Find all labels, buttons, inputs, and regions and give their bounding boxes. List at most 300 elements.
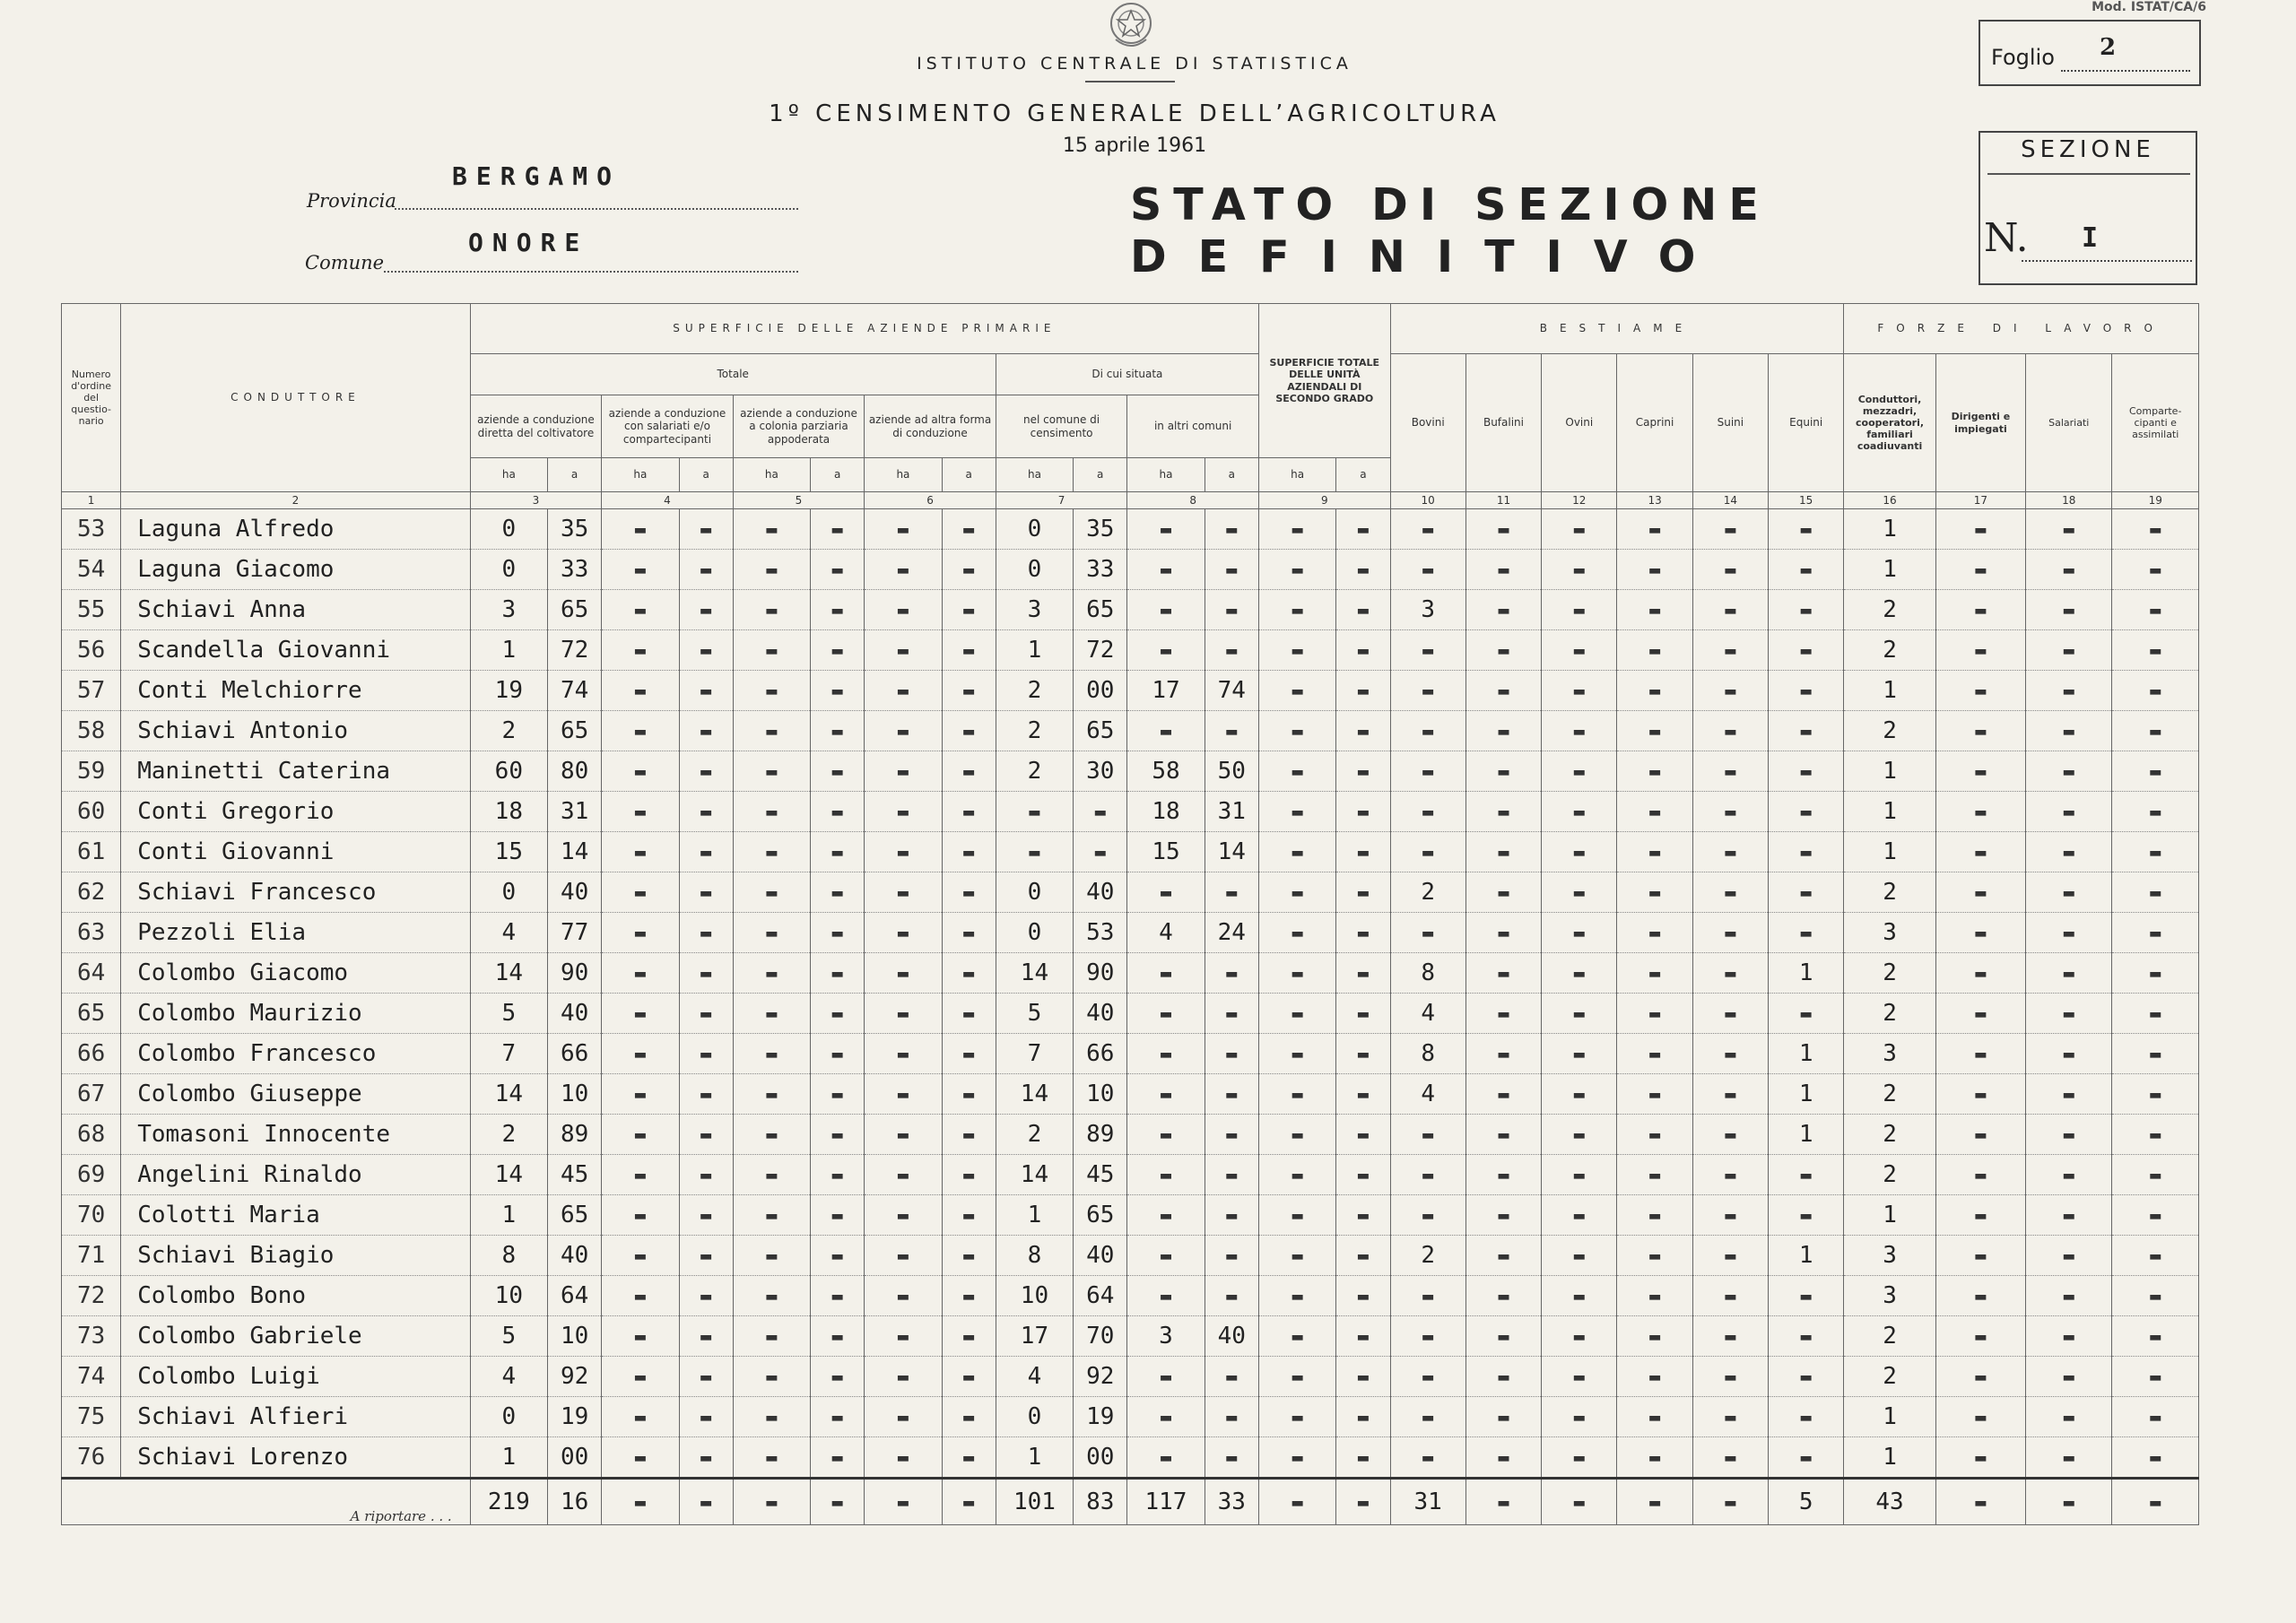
empty-cell[interactable]: ▬ bbox=[811, 1034, 865, 1074]
diretta-a[interactable]: 80 bbox=[547, 751, 601, 792]
altri-comuni-a-empty[interactable]: ▬ bbox=[1205, 590, 1258, 630]
empty-cell[interactable]: ▬ bbox=[1465, 590, 1541, 630]
equini-empty[interactable]: ▬ bbox=[1769, 711, 1844, 751]
conduttori-count[interactable]: 3 bbox=[1844, 1034, 1935, 1074]
sup-totale-ha[interactable]: ▬ bbox=[1259, 1195, 1336, 1236]
empty-cell[interactable]: ▬ bbox=[865, 1397, 942, 1437]
empty-cell[interactable]: ▬ bbox=[1465, 1397, 1541, 1437]
altri-comuni-ha-empty[interactable]: ▬ bbox=[1127, 872, 1205, 913]
empty-cell[interactable]: ▬ bbox=[1692, 913, 1768, 953]
empty-cell[interactable]: ▬ bbox=[2112, 872, 2199, 913]
sup-totale-ha[interactable]: ▬ bbox=[1259, 1115, 1336, 1155]
altri-comuni-ha-empty[interactable]: ▬ bbox=[1127, 630, 1205, 671]
empty-cell[interactable]: ▬ bbox=[865, 1195, 942, 1236]
sup-totale-ha[interactable]: ▬ bbox=[1259, 994, 1336, 1034]
equini-empty[interactable]: ▬ bbox=[1769, 1155, 1844, 1195]
nel-comune-a[interactable]: 45 bbox=[1074, 1155, 1127, 1195]
diretta-ha[interactable]: 2 bbox=[470, 711, 547, 751]
empty-cell[interactable]: ▬ bbox=[733, 913, 810, 953]
empty-cell[interactable]: ▬ bbox=[602, 1195, 679, 1236]
empty-cell[interactable]: ▬ bbox=[1617, 590, 1692, 630]
bovini-empty[interactable]: ▬ bbox=[1390, 1437, 1465, 1479]
sup-totale-ha[interactable]: ▬ bbox=[1259, 550, 1336, 590]
conduttore-name[interactable]: Colombo Giuseppe bbox=[121, 1074, 470, 1115]
altri-comuni-ha-empty[interactable]: ▬ bbox=[1127, 1437, 1205, 1479]
conduttore-name[interactable]: Conti Melchiorre bbox=[121, 671, 470, 711]
empty-cell[interactable]: ▬ bbox=[1935, 1397, 2025, 1437]
equini-empty[interactable]: ▬ bbox=[1769, 913, 1844, 953]
empty-cell[interactable]: ▬ bbox=[733, 953, 810, 994]
conduttori-count[interactable]: 2 bbox=[1844, 711, 1935, 751]
empty-cell[interactable]: ▬ bbox=[1935, 751, 2025, 792]
empty-cell[interactable]: ▬ bbox=[1692, 509, 1768, 550]
altri-comuni-ha[interactable]: 4 bbox=[1127, 913, 1205, 953]
empty-cell[interactable]: ▬ bbox=[1465, 550, 1541, 590]
bovini[interactable]: 3 bbox=[1390, 590, 1465, 630]
empty-cell[interactable]: ▬ bbox=[1692, 832, 1768, 872]
empty-cell[interactable]: ▬ bbox=[1542, 832, 1617, 872]
empty-cell[interactable]: ▬ bbox=[1465, 1115, 1541, 1155]
sup-totale-ha[interactable]: ▬ bbox=[1259, 1437, 1336, 1479]
empty-cell[interactable]: ▬ bbox=[942, 1115, 996, 1155]
empty-cell[interactable]: ▬ bbox=[1617, 1195, 1692, 1236]
nel-comune-ha[interactable]: 4 bbox=[996, 1357, 1073, 1397]
altri-comuni-a-empty[interactable]: ▬ bbox=[1205, 1195, 1258, 1236]
diretta-a[interactable]: 33 bbox=[547, 550, 601, 590]
empty-cell[interactable]: ▬ bbox=[1465, 1155, 1541, 1195]
equini[interactable]: 1 bbox=[1769, 1236, 1844, 1276]
empty-cell[interactable]: ▬ bbox=[2112, 1195, 2199, 1236]
conduttori-count[interactable]: 1 bbox=[1844, 509, 1935, 550]
empty-cell[interactable]: ▬ bbox=[602, 1236, 679, 1276]
empty-cell[interactable]: ▬ bbox=[1935, 1437, 2025, 1479]
diretta-a[interactable]: 92 bbox=[547, 1357, 601, 1397]
nel-comune-ha-empty[interactable]: ▬ bbox=[996, 792, 1073, 832]
empty-cell[interactable]: ▬ bbox=[1617, 994, 1692, 1034]
empty-cell[interactable]: ▬ bbox=[811, 913, 865, 953]
nel-comune-a[interactable]: 72 bbox=[1074, 630, 1127, 671]
empty-cell[interactable]: ▬ bbox=[602, 590, 679, 630]
altri-comuni-a-empty[interactable]: ▬ bbox=[1205, 1397, 1258, 1437]
altri-comuni-a-empty[interactable]: ▬ bbox=[1205, 1437, 1258, 1479]
altri-comuni-ha-empty[interactable]: ▬ bbox=[1127, 1195, 1205, 1236]
empty-cell[interactable]: ▬ bbox=[602, 872, 679, 913]
empty-cell[interactable]: ▬ bbox=[865, 872, 942, 913]
empty-cell[interactable]: ▬ bbox=[679, 1034, 733, 1074]
nel-comune-a[interactable]: 89 bbox=[1074, 1115, 1127, 1155]
equini-empty[interactable]: ▬ bbox=[1769, 550, 1844, 590]
nel-comune-a[interactable]: 33 bbox=[1074, 550, 1127, 590]
conduttori-count[interactable]: 2 bbox=[1844, 953, 1935, 994]
empty-cell[interactable]: ▬ bbox=[679, 1437, 733, 1479]
empty-cell[interactable]: ▬ bbox=[811, 872, 865, 913]
sup-totale-a[interactable]: ▬ bbox=[1336, 711, 1390, 751]
empty-cell[interactable]: ▬ bbox=[865, 590, 942, 630]
empty-cell[interactable]: ▬ bbox=[2026, 1236, 2112, 1276]
empty-cell[interactable]: ▬ bbox=[1617, 1357, 1692, 1397]
empty-cell[interactable]: ▬ bbox=[2112, 509, 2199, 550]
empty-cell[interactable]: ▬ bbox=[865, 1236, 942, 1276]
altri-comuni-a-empty[interactable]: ▬ bbox=[1205, 953, 1258, 994]
altri-comuni-a-empty[interactable]: ▬ bbox=[1205, 994, 1258, 1034]
diretta-ha[interactable]: 1 bbox=[470, 1195, 547, 1236]
empty-cell[interactable]: ▬ bbox=[1935, 550, 2025, 590]
empty-cell[interactable]: ▬ bbox=[1617, 832, 1692, 872]
nel-comune-a-empty[interactable]: ▬ bbox=[1074, 792, 1127, 832]
altri-comuni-ha-empty[interactable]: ▬ bbox=[1127, 1074, 1205, 1115]
sup-totale-ha[interactable]: ▬ bbox=[1259, 509, 1336, 550]
empty-cell[interactable]: ▬ bbox=[942, 751, 996, 792]
conduttore-name[interactable]: Colombo Gabriele bbox=[121, 1316, 470, 1357]
diretta-ha[interactable]: 2 bbox=[470, 1115, 547, 1155]
nel-comune-ha[interactable]: 2 bbox=[996, 751, 1073, 792]
equini-empty[interactable]: ▬ bbox=[1769, 671, 1844, 711]
empty-cell[interactable]: ▬ bbox=[602, 550, 679, 590]
empty-cell[interactable]: ▬ bbox=[942, 1236, 996, 1276]
altri-comuni-ha-empty[interactable]: ▬ bbox=[1127, 1357, 1205, 1397]
empty-cell[interactable]: ▬ bbox=[1692, 994, 1768, 1034]
diretta-ha[interactable]: 4 bbox=[470, 1357, 547, 1397]
empty-cell[interactable]: ▬ bbox=[1465, 913, 1541, 953]
nel-comune-a[interactable]: 35 bbox=[1074, 509, 1127, 550]
sup-totale-a[interactable]: ▬ bbox=[1336, 1397, 1390, 1437]
altri-comuni-ha[interactable]: 58 bbox=[1127, 751, 1205, 792]
empty-cell[interactable]: ▬ bbox=[2112, 1074, 2199, 1115]
empty-cell[interactable]: ▬ bbox=[602, 1316, 679, 1357]
empty-cell[interactable]: ▬ bbox=[733, 994, 810, 1034]
empty-cell[interactable]: ▬ bbox=[2026, 1357, 2112, 1397]
diretta-a[interactable]: 00 bbox=[547, 1437, 601, 1479]
empty-cell[interactable]: ▬ bbox=[865, 1034, 942, 1074]
empty-cell[interactable]: ▬ bbox=[865, 832, 942, 872]
empty-cell[interactable]: ▬ bbox=[2026, 953, 2112, 994]
empty-cell[interactable]: ▬ bbox=[679, 1236, 733, 1276]
empty-cell[interactable]: ▬ bbox=[1617, 792, 1692, 832]
empty-cell[interactable]: ▬ bbox=[1692, 1276, 1768, 1316]
empty-cell[interactable]: ▬ bbox=[942, 953, 996, 994]
empty-cell[interactable]: ▬ bbox=[679, 1397, 733, 1437]
empty-cell[interactable]: ▬ bbox=[1542, 1034, 1617, 1074]
conduttore-name[interactable]: Schiavi Antonio bbox=[121, 711, 470, 751]
empty-cell[interactable]: ▬ bbox=[2026, 1115, 2112, 1155]
diretta-ha[interactable]: 14 bbox=[470, 1155, 547, 1195]
empty-cell[interactable]: ▬ bbox=[811, 1236, 865, 1276]
sup-totale-a[interactable]: ▬ bbox=[1336, 630, 1390, 671]
bovini[interactable]: 4 bbox=[1390, 994, 1465, 1034]
empty-cell[interactable]: ▬ bbox=[733, 1437, 810, 1479]
empty-cell[interactable]: ▬ bbox=[1465, 711, 1541, 751]
empty-cell[interactable]: ▬ bbox=[1465, 953, 1541, 994]
empty-cell[interactable]: ▬ bbox=[811, 1397, 865, 1437]
diretta-ha[interactable]: 1 bbox=[470, 1437, 547, 1479]
empty-cell[interactable]: ▬ bbox=[1542, 711, 1617, 751]
altri-comuni-a-empty[interactable]: ▬ bbox=[1205, 1357, 1258, 1397]
empty-cell[interactable]: ▬ bbox=[942, 1074, 996, 1115]
empty-cell[interactable]: ▬ bbox=[1692, 1074, 1768, 1115]
empty-cell[interactable]: ▬ bbox=[865, 1357, 942, 1397]
equini-empty[interactable]: ▬ bbox=[1769, 1316, 1844, 1357]
empty-cell[interactable]: ▬ bbox=[811, 550, 865, 590]
nel-comune-a[interactable]: 30 bbox=[1074, 751, 1127, 792]
conduttori-count[interactable]: 2 bbox=[1844, 590, 1935, 630]
sup-totale-a[interactable]: ▬ bbox=[1336, 1034, 1390, 1074]
empty-cell[interactable]: ▬ bbox=[679, 792, 733, 832]
altri-comuni-ha-empty[interactable]: ▬ bbox=[1127, 509, 1205, 550]
conduttori-count[interactable]: 2 bbox=[1844, 1115, 1935, 1155]
empty-cell[interactable]: ▬ bbox=[1617, 913, 1692, 953]
empty-cell[interactable]: ▬ bbox=[2026, 1155, 2112, 1195]
empty-cell[interactable]: ▬ bbox=[1692, 953, 1768, 994]
empty-cell[interactable]: ▬ bbox=[942, 509, 996, 550]
bovini-empty[interactable]: ▬ bbox=[1390, 1195, 1465, 1236]
conduttori-count[interactable]: 1 bbox=[1844, 1397, 1935, 1437]
nel-comune-ha-empty[interactable]: ▬ bbox=[996, 832, 1073, 872]
sup-totale-ha[interactable]: ▬ bbox=[1259, 711, 1336, 751]
diretta-a[interactable]: 31 bbox=[547, 792, 601, 832]
conduttore-name[interactable]: Schiavi Anna bbox=[121, 590, 470, 630]
empty-cell[interactable]: ▬ bbox=[602, 1397, 679, 1437]
bovini-empty[interactable]: ▬ bbox=[1390, 1357, 1465, 1397]
empty-cell[interactable]: ▬ bbox=[2026, 711, 2112, 751]
empty-cell[interactable]: ▬ bbox=[811, 509, 865, 550]
empty-cell[interactable]: ▬ bbox=[1935, 1357, 2025, 1397]
empty-cell[interactable]: ▬ bbox=[1692, 1236, 1768, 1276]
nel-comune-a[interactable]: 53 bbox=[1074, 913, 1127, 953]
empty-cell[interactable]: ▬ bbox=[1617, 671, 1692, 711]
empty-cell[interactable]: ▬ bbox=[1542, 1115, 1617, 1155]
nel-comune-a[interactable]: 40 bbox=[1074, 994, 1127, 1034]
empty-cell[interactable]: ▬ bbox=[811, 1437, 865, 1479]
nel-comune-a[interactable]: 10 bbox=[1074, 1074, 1127, 1115]
empty-cell[interactable]: ▬ bbox=[733, 1276, 810, 1316]
altri-comuni-ha[interactable]: 18 bbox=[1127, 792, 1205, 832]
altri-comuni-a-empty[interactable]: ▬ bbox=[1205, 1155, 1258, 1195]
conduttori-count[interactable]: 2 bbox=[1844, 630, 1935, 671]
empty-cell[interactable]: ▬ bbox=[602, 913, 679, 953]
empty-cell[interactable]: ▬ bbox=[2112, 994, 2199, 1034]
nel-comune-a[interactable]: 00 bbox=[1074, 1437, 1127, 1479]
empty-cell[interactable]: ▬ bbox=[2112, 630, 2199, 671]
empty-cell[interactable]: ▬ bbox=[2112, 1437, 2199, 1479]
empty-cell[interactable]: ▬ bbox=[602, 832, 679, 872]
empty-cell[interactable]: ▬ bbox=[811, 1357, 865, 1397]
empty-cell[interactable]: ▬ bbox=[2112, 1115, 2199, 1155]
empty-cell[interactable]: ▬ bbox=[865, 1437, 942, 1479]
empty-cell[interactable]: ▬ bbox=[1542, 590, 1617, 630]
nel-comune-a[interactable]: 92 bbox=[1074, 1357, 1127, 1397]
equini[interactable]: 1 bbox=[1769, 1115, 1844, 1155]
diretta-a[interactable]: 90 bbox=[547, 953, 601, 994]
conduttore-name[interactable]: Tomasoni Innocente bbox=[121, 1115, 470, 1155]
empty-cell[interactable]: ▬ bbox=[602, 953, 679, 994]
empty-cell[interactable]: ▬ bbox=[602, 751, 679, 792]
empty-cell[interactable]: ▬ bbox=[2026, 590, 2112, 630]
diretta-a[interactable]: 89 bbox=[547, 1115, 601, 1155]
empty-cell[interactable]: ▬ bbox=[2026, 1316, 2112, 1357]
empty-cell[interactable]: ▬ bbox=[1935, 832, 2025, 872]
empty-cell[interactable]: ▬ bbox=[1935, 711, 2025, 751]
empty-cell[interactable]: ▬ bbox=[1692, 1437, 1768, 1479]
empty-cell[interactable]: ▬ bbox=[942, 792, 996, 832]
empty-cell[interactable]: ▬ bbox=[1935, 1034, 2025, 1074]
nel-comune-ha[interactable]: 7 bbox=[996, 1034, 1073, 1074]
sup-totale-ha[interactable]: ▬ bbox=[1259, 671, 1336, 711]
sup-totale-a[interactable]: ▬ bbox=[1336, 1276, 1390, 1316]
empty-cell[interactable]: ▬ bbox=[2112, 1276, 2199, 1316]
empty-cell[interactable]: ▬ bbox=[811, 953, 865, 994]
altri-comuni-a-empty[interactable]: ▬ bbox=[1205, 1034, 1258, 1074]
sup-totale-ha[interactable]: ▬ bbox=[1259, 1316, 1336, 1357]
altri-comuni-ha-empty[interactable]: ▬ bbox=[1127, 711, 1205, 751]
diretta-ha[interactable]: 4 bbox=[470, 913, 547, 953]
empty-cell[interactable]: ▬ bbox=[602, 509, 679, 550]
empty-cell[interactable]: ▬ bbox=[733, 872, 810, 913]
empty-cell[interactable]: ▬ bbox=[1617, 1074, 1692, 1115]
empty-cell[interactable]: ▬ bbox=[679, 751, 733, 792]
empty-cell[interactable]: ▬ bbox=[602, 1074, 679, 1115]
sup-totale-a[interactable]: ▬ bbox=[1336, 590, 1390, 630]
nel-comune-ha[interactable]: 14 bbox=[996, 1155, 1073, 1195]
empty-cell[interactable]: ▬ bbox=[1935, 872, 2025, 913]
empty-cell[interactable]: ▬ bbox=[942, 1155, 996, 1195]
altri-comuni-a[interactable]: 50 bbox=[1205, 751, 1258, 792]
sup-totale-a[interactable]: ▬ bbox=[1336, 913, 1390, 953]
empty-cell[interactable]: ▬ bbox=[865, 630, 942, 671]
empty-cell[interactable]: ▬ bbox=[1465, 1236, 1541, 1276]
altri-comuni-a[interactable]: 74 bbox=[1205, 671, 1258, 711]
sup-totale-a[interactable]: ▬ bbox=[1336, 550, 1390, 590]
nel-comune-a[interactable]: 40 bbox=[1074, 1236, 1127, 1276]
empty-cell[interactable]: ▬ bbox=[733, 1397, 810, 1437]
empty-cell[interactable]: ▬ bbox=[811, 792, 865, 832]
empty-cell[interactable]: ▬ bbox=[679, 1357, 733, 1397]
nel-comune-a[interactable]: 64 bbox=[1074, 1276, 1127, 1316]
empty-cell[interactable]: ▬ bbox=[2112, 1316, 2199, 1357]
empty-cell[interactable]: ▬ bbox=[1935, 1236, 2025, 1276]
empty-cell[interactable]: ▬ bbox=[1935, 913, 2025, 953]
bovini-empty[interactable]: ▬ bbox=[1390, 671, 1465, 711]
empty-cell[interactable]: ▬ bbox=[1692, 1195, 1768, 1236]
conduttore-name[interactable]: Colombo Giacomo bbox=[121, 953, 470, 994]
empty-cell[interactable]: ▬ bbox=[679, 913, 733, 953]
nel-comune-a[interactable]: 19 bbox=[1074, 1397, 1127, 1437]
empty-cell[interactable]: ▬ bbox=[679, 509, 733, 550]
empty-cell[interactable]: ▬ bbox=[942, 590, 996, 630]
conduttori-count[interactable]: 2 bbox=[1844, 872, 1935, 913]
conduttori-count[interactable]: 2 bbox=[1844, 994, 1935, 1034]
bovini-empty[interactable]: ▬ bbox=[1390, 1397, 1465, 1437]
empty-cell[interactable]: ▬ bbox=[1935, 1155, 2025, 1195]
nel-comune-ha[interactable]: 1 bbox=[996, 1195, 1073, 1236]
empty-cell[interactable]: ▬ bbox=[2026, 1276, 2112, 1316]
diretta-ha[interactable]: 15 bbox=[470, 832, 547, 872]
conduttori-count[interactable]: 1 bbox=[1844, 792, 1935, 832]
diretta-ha[interactable]: 0 bbox=[470, 1397, 547, 1437]
empty-cell[interactable]: ▬ bbox=[2026, 1074, 2112, 1115]
nel-comune-ha[interactable]: 0 bbox=[996, 1397, 1073, 1437]
empty-cell[interactable]: ▬ bbox=[1935, 1195, 2025, 1236]
empty-cell[interactable]: ▬ bbox=[2026, 913, 2112, 953]
empty-cell[interactable]: ▬ bbox=[2112, 1034, 2199, 1074]
altri-comuni-ha-empty[interactable]: ▬ bbox=[1127, 1236, 1205, 1276]
equini-empty[interactable]: ▬ bbox=[1769, 1397, 1844, 1437]
foglio-value[interactable]: 2 bbox=[2099, 34, 2117, 61]
diretta-a[interactable]: 65 bbox=[547, 711, 601, 751]
empty-cell[interactable]: ▬ bbox=[1935, 1115, 2025, 1155]
diretta-ha[interactable]: 60 bbox=[470, 751, 547, 792]
provincia-value[interactable]: BERGAMO bbox=[452, 161, 622, 191]
empty-cell[interactable]: ▬ bbox=[2026, 751, 2112, 792]
empty-cell[interactable]: ▬ bbox=[2026, 792, 2112, 832]
conduttore-name[interactable]: Schiavi Lorenzo bbox=[121, 1437, 470, 1479]
nel-comune-ha[interactable]: 3 bbox=[996, 590, 1073, 630]
bovini-empty[interactable]: ▬ bbox=[1390, 711, 1465, 751]
empty-cell[interactable]: ▬ bbox=[811, 630, 865, 671]
altri-comuni-a-empty[interactable]: ▬ bbox=[1205, 1236, 1258, 1276]
empty-cell[interactable]: ▬ bbox=[1542, 913, 1617, 953]
empty-cell[interactable]: ▬ bbox=[1692, 671, 1768, 711]
empty-cell[interactable]: ▬ bbox=[733, 509, 810, 550]
sup-totale-a[interactable]: ▬ bbox=[1336, 1437, 1390, 1479]
altri-comuni-ha-empty[interactable]: ▬ bbox=[1127, 953, 1205, 994]
diretta-ha[interactable]: 0 bbox=[470, 872, 547, 913]
empty-cell[interactable]: ▬ bbox=[1617, 550, 1692, 590]
empty-cell[interactable]: ▬ bbox=[1935, 1316, 2025, 1357]
empty-cell[interactable]: ▬ bbox=[602, 1034, 679, 1074]
sup-totale-ha[interactable]: ▬ bbox=[1259, 1034, 1336, 1074]
empty-cell[interactable]: ▬ bbox=[1617, 1034, 1692, 1074]
bovini-empty[interactable]: ▬ bbox=[1390, 630, 1465, 671]
nel-comune-ha[interactable]: 10 bbox=[996, 1276, 1073, 1316]
diretta-a[interactable]: 66 bbox=[547, 1034, 601, 1074]
sup-totale-ha[interactable]: ▬ bbox=[1259, 1276, 1336, 1316]
empty-cell[interactable]: ▬ bbox=[1542, 872, 1617, 913]
conduttori-count[interactable]: 3 bbox=[1844, 1236, 1935, 1276]
conduttori-count[interactable]: 1 bbox=[1844, 832, 1935, 872]
sup-totale-ha[interactable]: ▬ bbox=[1259, 1397, 1336, 1437]
empty-cell[interactable]: ▬ bbox=[679, 630, 733, 671]
altri-comuni-ha-empty[interactable]: ▬ bbox=[1127, 1397, 1205, 1437]
nel-comune-ha[interactable]: 0 bbox=[996, 913, 1073, 953]
empty-cell[interactable]: ▬ bbox=[2112, 1236, 2199, 1276]
empty-cell[interactable]: ▬ bbox=[1465, 751, 1541, 792]
empty-cell[interactable]: ▬ bbox=[1935, 509, 2025, 550]
empty-cell[interactable]: ▬ bbox=[811, 590, 865, 630]
diretta-ha[interactable]: 5 bbox=[470, 994, 547, 1034]
empty-cell[interactable]: ▬ bbox=[1542, 751, 1617, 792]
empty-cell[interactable]: ▬ bbox=[733, 711, 810, 751]
empty-cell[interactable]: ▬ bbox=[1935, 671, 2025, 711]
empty-cell[interactable]: ▬ bbox=[1542, 1357, 1617, 1397]
empty-cell[interactable]: ▬ bbox=[811, 994, 865, 1034]
empty-cell[interactable]: ▬ bbox=[2026, 872, 2112, 913]
empty-cell[interactable]: ▬ bbox=[1617, 1155, 1692, 1195]
empty-cell[interactable]: ▬ bbox=[1542, 1155, 1617, 1195]
altri-comuni-ha-empty[interactable]: ▬ bbox=[1127, 590, 1205, 630]
comune-value[interactable]: ONORE bbox=[468, 228, 589, 257]
empty-cell[interactable]: ▬ bbox=[942, 913, 996, 953]
empty-cell[interactable]: ▬ bbox=[811, 671, 865, 711]
empty-cell[interactable]: ▬ bbox=[1935, 1074, 2025, 1115]
sup-totale-a[interactable]: ▬ bbox=[1336, 792, 1390, 832]
conduttore-name[interactable]: Maninetti Caterina bbox=[121, 751, 470, 792]
empty-cell[interactable]: ▬ bbox=[1935, 630, 2025, 671]
sup-totale-ha[interactable]: ▬ bbox=[1259, 1074, 1336, 1115]
empty-cell[interactable]: ▬ bbox=[679, 1195, 733, 1236]
empty-cell[interactable]: ▬ bbox=[865, 1074, 942, 1115]
empty-cell[interactable]: ▬ bbox=[2112, 590, 2199, 630]
empty-cell[interactable]: ▬ bbox=[1935, 792, 2025, 832]
